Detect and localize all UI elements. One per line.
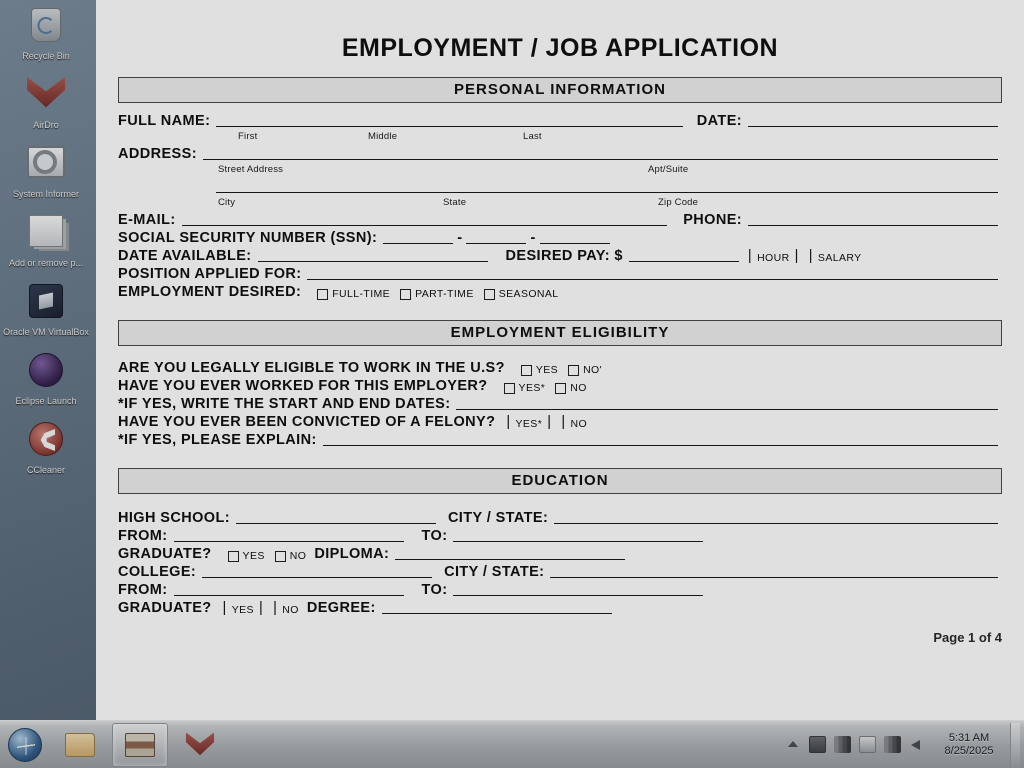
label-felony: HAVE YOU EVER BEEN CONVICTED OF A FELONY? bbox=[118, 414, 496, 430]
input-date[interactable] bbox=[748, 113, 998, 127]
label-diploma: DIPLOMA: bbox=[314, 546, 390, 562]
label-high-school-graduate: GRADUATE? bbox=[118, 546, 212, 562]
label-worked-before: HAVE YOU EVER WORKED FOR THIS EMPLOYER? bbox=[118, 378, 488, 394]
label-high-school-to: TO: bbox=[421, 528, 448, 544]
checkbox-full-time[interactable] bbox=[317, 289, 328, 300]
label-desired-pay: DESIRED PAY: $ bbox=[505, 248, 623, 264]
field-row-legally-eligible bbox=[118, 360, 1002, 376]
field-row-high-school-graduate bbox=[118, 546, 1002, 562]
label-college-from: FROM: bbox=[118, 582, 168, 598]
input-college-city-state[interactable] bbox=[550, 564, 998, 578]
desktop-icon-label: Oracle VM VirtualBox bbox=[3, 327, 89, 337]
section-header-education: EDUCATION bbox=[118, 468, 1002, 494]
caption-city: City bbox=[218, 197, 236, 208]
document-page bbox=[96, 0, 1024, 645]
desktop-icon-eclipse[interactable] bbox=[0, 353, 92, 406]
add-remove-programs-icon bbox=[25, 215, 67, 255]
label-email: E-MAIL: bbox=[118, 212, 176, 228]
name-subcaptions bbox=[118, 131, 1002, 142]
start-button[interactable] bbox=[2, 723, 48, 767]
windows-logo-icon bbox=[8, 728, 42, 762]
clock[interactable] bbox=[930, 732, 1008, 758]
show-desktop-button[interactable] bbox=[1010, 723, 1020, 767]
taskbar-item-explorer[interactable] bbox=[52, 723, 108, 767]
desktop-icon-ccleaner[interactable] bbox=[0, 422, 92, 475]
input-ssn-part3[interactable] bbox=[540, 230, 610, 244]
input-street-address[interactable] bbox=[203, 146, 998, 160]
label-part-time: PART-TIME bbox=[415, 288, 474, 300]
virtualbox-icon bbox=[25, 284, 67, 324]
label-employment-desired: EMPLOYMENT DESIRED: bbox=[118, 284, 302, 300]
label-felony-no[interactable]: NO bbox=[570, 418, 588, 430]
desktop-icon-virtualbox[interactable] bbox=[0, 284, 92, 337]
caption-first: First bbox=[238, 131, 258, 142]
checkbox-seasonal[interactable] bbox=[484, 289, 495, 300]
battery-icon[interactable] bbox=[884, 736, 901, 753]
books-icon bbox=[125, 733, 155, 757]
clock-date: 8/25/2025 bbox=[944, 744, 994, 757]
label-degree: DEGREE: bbox=[306, 600, 376, 616]
label-date: DATE: bbox=[696, 113, 742, 129]
option-hour[interactable]: HOUR bbox=[757, 252, 790, 264]
input-high-school-city-state[interactable] bbox=[554, 510, 998, 524]
input-diploma[interactable] bbox=[395, 546, 625, 560]
caption-last: Last bbox=[523, 131, 542, 142]
label-phone: PHONE: bbox=[683, 212, 742, 228]
field-row-college bbox=[118, 564, 1002, 580]
field-row-start-end-dates bbox=[118, 396, 1002, 412]
input-ssn-part2[interactable] bbox=[466, 230, 526, 244]
label-college-graduate-no[interactable]: NO bbox=[282, 604, 299, 616]
input-college-from[interactable] bbox=[174, 582, 404, 596]
label-address: ADDRESS: bbox=[118, 146, 197, 162]
system-informer-icon bbox=[25, 146, 67, 186]
city-state-zip-subcaptions bbox=[118, 197, 1002, 208]
label-ssn: SOCIAL SECURITY NUMBER (SSN): bbox=[118, 230, 378, 246]
field-row-city-state-zip bbox=[118, 179, 1002, 195]
field-row-address bbox=[118, 146, 1002, 162]
label-full-time: FULL-TIME bbox=[332, 288, 391, 300]
label-high-school-from: FROM: bbox=[118, 528, 168, 544]
label-felony-yes[interactable]: YES* bbox=[515, 418, 543, 430]
action-center-flag-icon[interactable] bbox=[859, 736, 876, 753]
label-hs-graduate-yes: YES bbox=[242, 550, 265, 562]
desktop-icon-recycle-bin[interactable] bbox=[0, 8, 92, 61]
page-number-footer: Page 1 of 4 bbox=[933, 630, 1002, 645]
airdroid-icon bbox=[186, 733, 214, 757]
field-row-college-graduate: GRADUATE? | YES | | NO DEGREE: bbox=[118, 600, 1002, 616]
taskbar-item-airdroid[interactable] bbox=[172, 723, 228, 767]
input-college-to[interactable] bbox=[453, 582, 703, 596]
option-salary[interactable]: SALARY bbox=[817, 252, 862, 264]
field-row-position-applied-for bbox=[118, 266, 1002, 282]
desktop-icon-label: Eclipse Launch bbox=[15, 396, 77, 406]
input-high-school-from[interactable] bbox=[174, 528, 404, 542]
label-eligible-no: NO' bbox=[583, 364, 603, 376]
checkbox-eligible-yes[interactable] bbox=[521, 365, 532, 376]
input-degree[interactable] bbox=[382, 600, 612, 614]
field-row-felony: HAVE YOU EVER BEEN CONVICTED OF A FELONY? | YES* | | NO bbox=[118, 414, 588, 430]
input-high-school[interactable] bbox=[236, 510, 436, 524]
desktop-icon-label: System Informer bbox=[12, 189, 79, 199]
label-hs-graduate-no: NO bbox=[289, 550, 307, 562]
caption-street-address: Street Address bbox=[218, 164, 284, 175]
label-eligible-yes: YES bbox=[535, 364, 559, 376]
field-row-high-school-dates bbox=[118, 528, 1002, 544]
desktop-icon-airdroid[interactable] bbox=[0, 77, 92, 130]
input-college[interactable] bbox=[202, 564, 432, 578]
clock-time: 5:31 AM bbox=[948, 731, 990, 744]
display-icon[interactable] bbox=[809, 736, 826, 753]
label-college-city-state: CITY / STATE: bbox=[444, 564, 545, 580]
taskbar-item-document-reader[interactable] bbox=[112, 723, 168, 767]
page-title: EMPLOYMENT / JOB APPLICATION bbox=[341, 34, 779, 62]
desktop-icon-label: Add or remove p... bbox=[8, 258, 84, 268]
checkbox-eligible-no[interactable] bbox=[568, 365, 579, 376]
address-subcaptions bbox=[118, 164, 1002, 175]
desktop-icon-label: CCleaner bbox=[26, 465, 66, 475]
input-position-applied-for[interactable] bbox=[307, 266, 998, 280]
checkbox-worked-no[interactable] bbox=[555, 383, 566, 394]
label-date-available: DATE AVAILABLE: bbox=[118, 248, 252, 264]
label-legally-eligible: ARE YOU LEGALLY ELIGIBLE TO WORK IN THE U.S? bbox=[118, 360, 505, 376]
label-high-school-city-state: CITY / STATE: bbox=[447, 510, 549, 526]
input-high-school-to[interactable] bbox=[453, 528, 703, 542]
input-city-state-zip[interactable] bbox=[216, 179, 998, 193]
field-row-full-name-date bbox=[118, 113, 1002, 129]
field-row-high-school bbox=[118, 510, 1002, 526]
label-full-name: FULL NAME: bbox=[118, 113, 211, 129]
label-college: COLLEGE: bbox=[118, 564, 197, 580]
eclipse-icon bbox=[25, 353, 67, 393]
field-row-worked-before bbox=[118, 378, 1002, 394]
desktop-icon-column bbox=[0, 0, 96, 720]
label-seasonal: SEASONAL bbox=[498, 288, 559, 300]
input-desired-pay[interactable] bbox=[629, 248, 739, 262]
field-row-employment-desired bbox=[118, 284, 1002, 300]
checkbox-worked-yes[interactable] bbox=[504, 383, 515, 394]
label-college-graduate-yes[interactable]: YES bbox=[231, 604, 254, 616]
airdroid-icon bbox=[25, 77, 67, 117]
input-start-end-dates[interactable] bbox=[456, 396, 998, 410]
recycle-bin-icon bbox=[25, 8, 67, 48]
checkbox-hs-graduate-no[interactable] bbox=[275, 551, 286, 562]
label-if-yes-dates: *IF YES, WRITE THE START AND END DATES: bbox=[118, 396, 451, 412]
input-date-available[interactable] bbox=[258, 248, 488, 262]
checkbox-part-time[interactable] bbox=[400, 289, 411, 300]
checkbox-hs-graduate-yes[interactable] bbox=[228, 551, 239, 562]
desktop-icon-label: Recycle Bin bbox=[22, 51, 70, 61]
volume-icon[interactable] bbox=[909, 736, 926, 753]
caption-middle: Middle bbox=[368, 131, 398, 142]
ccleaner-icon bbox=[25, 422, 67, 462]
desktop-icon-add-or-remove-programs[interactable] bbox=[0, 215, 92, 268]
input-email[interactable] bbox=[182, 212, 668, 226]
field-row-felony-explain bbox=[118, 432, 1002, 448]
document-viewer-window[interactable] bbox=[96, 0, 1024, 720]
input-felony-explain[interactable] bbox=[323, 432, 998, 446]
section-header-employment-eligibility: EMPLOYMENT ELIGIBILITY bbox=[118, 320, 1002, 346]
taskbar[interactable] bbox=[0, 720, 1024, 768]
field-row-ssn: SOCIAL SECURITY NUMBER (SSN): - - bbox=[118, 230, 1002, 246]
system-tray[interactable] bbox=[780, 723, 1024, 767]
field-row-date-available-desired-pay: DATE AVAILABLE: DESIRED PAY: $ | HOUR | | SALARY bbox=[118, 248, 862, 264]
label-if-yes-explain: *IF YES, PLEASE EXPLAIN: bbox=[118, 432, 317, 448]
caption-zip-code: Zip Code bbox=[658, 197, 699, 208]
label-worked-yes: YES* bbox=[518, 382, 546, 394]
label-position-applied-for: POSITION APPLIED FOR: bbox=[118, 266, 302, 282]
caption-apt-suite: Apt/Suite bbox=[648, 164, 689, 175]
folder-icon bbox=[65, 733, 95, 757]
input-full-name[interactable] bbox=[216, 113, 682, 127]
input-ssn-part1[interactable] bbox=[383, 230, 453, 244]
label-college-graduate: GRADUATE? bbox=[118, 600, 212, 616]
label-worked-no: NO bbox=[570, 382, 587, 394]
desktop-icon-system-informer[interactable] bbox=[0, 146, 92, 199]
network-icon[interactable] bbox=[834, 736, 851, 753]
section-header-personal-information: PERSONAL INFORMATION bbox=[118, 77, 1002, 103]
label-high-school: HIGH SCHOOL: bbox=[118, 510, 230, 526]
desktop-icon-label: AirDro bbox=[33, 120, 59, 130]
field-row-email-phone bbox=[118, 212, 1002, 228]
label-college-to: TO: bbox=[421, 582, 448, 598]
caption-state: State bbox=[443, 197, 467, 208]
input-phone[interactable] bbox=[748, 212, 998, 226]
field-row-college-dates bbox=[118, 582, 1002, 598]
show-hidden-icons-icon[interactable] bbox=[784, 736, 801, 753]
